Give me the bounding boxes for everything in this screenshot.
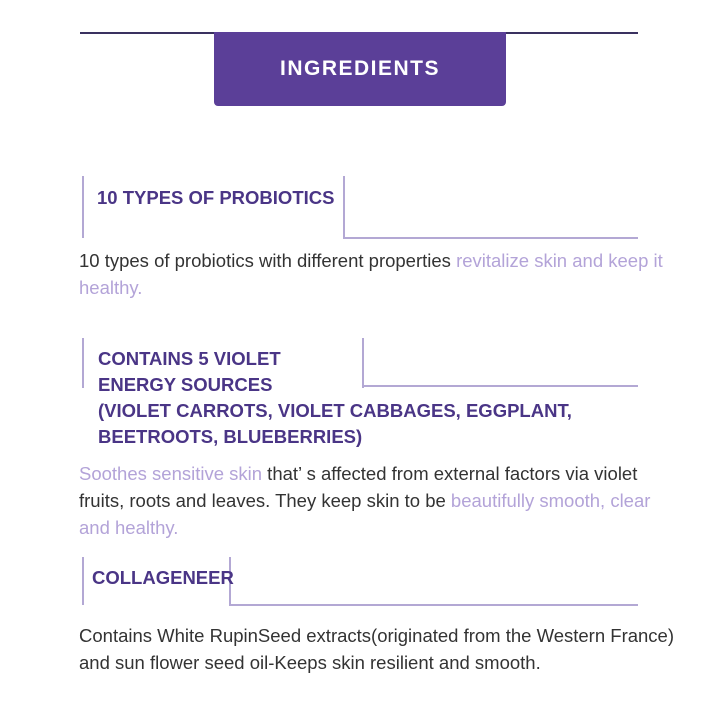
heading-line: CONTAINS 5 VIOLET [98,348,281,369]
body-text-segment: that’ s affected from external factors via violet fruits, roots and leaves. They keep skin to be [79,463,638,511]
section-body [79,622,679,676]
heading-line: ENERGY SOURCES [98,374,273,395]
section-heading: COLLAGENEER [92,567,234,588]
body-text-segment: Contains White RupinSeed extracts(originated from the Western France) and sun flower seed oil-Keeps skin resilient and smooth. [79,625,675,673]
section-heading: 10 TYPES OF PROBIOTICS [97,187,335,208]
highlight-text-segment: Soothes sensitive skin [79,463,263,484]
section-frame-bottom [229,604,638,606]
section-frame-left [82,557,84,605]
body-text-segment: 10 types of probiotics with different properties [79,250,457,271]
section-frame-right [343,176,345,238]
highlight-text-segment: beautifully smooth, clear and healthy. [79,490,651,538]
section-heading [98,346,572,450]
section-frame-left [82,338,84,388]
section-body [79,460,679,541]
section-body [79,247,679,301]
highlight-text-segment: revitalize skin and keep it healthy. [79,250,663,298]
ingredients-badge [214,32,506,106]
heading-line: (VIOLET CARROTS, VIOLET CABBAGES, EGGPLANT, [98,400,572,421]
section-frame-bottom [343,237,638,239]
section-frame-left [82,176,84,238]
page-title: INGREDIENTS [279,57,440,80]
heading-line: BEETROOTS, BLUEBERRIES) [98,426,363,447]
